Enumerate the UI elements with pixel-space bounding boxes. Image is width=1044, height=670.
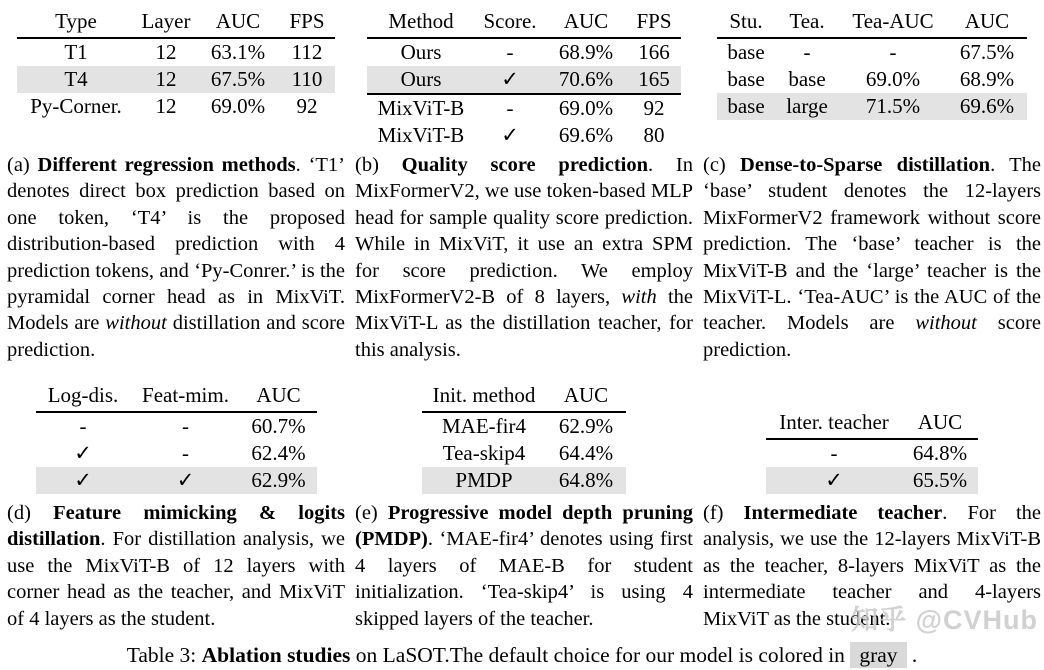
subtable-e-caption <box>352 500 696 636</box>
table-cell: 64.8% <box>558 467 614 492</box>
caption-text: . <box>906 643 918 667</box>
column-header: AUC <box>241 382 317 412</box>
caption-text: (b) <box>355 154 402 176</box>
caption-text: score prediction. <box>703 312 1041 361</box>
subtable-f-cell <box>698 409 1044 494</box>
subtable-d <box>36 382 317 494</box>
caption-bold-text: Progressive model depth pruning (PMDP) <box>355 502 693 551</box>
table-cell: 110 <box>291 67 323 92</box>
header-row <box>422 382 626 412</box>
caption-text: . ‘T1’ denotes direct box prediction based on one token, ‘T4’ is the proposed distribution-based prediction with 4 prediction tokens, and ‘Py-Conrer.’ is the pyramidal corner head as in MixViT. Models are <box>7 154 345 335</box>
checkmark-icon: ✓ <box>825 467 843 492</box>
table-cell: 62.4% <box>251 440 306 465</box>
column-header: AUC <box>545 8 627 38</box>
header-row <box>36 382 317 412</box>
table-cell: 68.9% <box>558 40 614 65</box>
table-cell: 165 <box>638 67 670 92</box>
checkmark-icon: ✓ <box>74 467 92 492</box>
column-header: FPS <box>279 8 335 38</box>
table-row <box>17 93 335 120</box>
caption-text: . For the analysis, we use the 12-layers MixViT-B as the teacher, 8-layers MixViT as the intermediate teacher and 4-layers MixViT as the student. <box>703 502 1041 630</box>
table-row <box>766 439 978 467</box>
checkmark-icon: ✓ <box>176 467 195 492</box>
subtable-f <box>766 409 978 494</box>
table-cell: T1 <box>64 40 88 65</box>
subtables-top-row <box>2 8 1042 146</box>
table-cell: - <box>182 440 189 465</box>
table-row <box>422 440 626 467</box>
column-header: Inter. teacher <box>766 409 902 439</box>
column-header: AUC <box>197 8 279 38</box>
caption-text: (e) <box>355 502 388 524</box>
table-cell: 67.5% <box>210 67 266 92</box>
table-3-caption <box>2 640 1042 670</box>
caption-text: . For distillation analysis, we use the MixViT-B of 12 layers with corner head as the teacher, and MixViT of 4 layers as the student. <box>7 528 345 630</box>
table-cell: 60.7% <box>251 413 306 438</box>
caption-bold-text: Intermediate teacher <box>743 502 943 524</box>
watermark: 知乎 @CVHub <box>851 605 1038 635</box>
subtable-e-cell <box>350 382 698 494</box>
subtable-a-caption <box>4 152 348 370</box>
column-header: AUC <box>546 382 626 412</box>
subtables-bottom-row <box>2 376 1042 494</box>
subtable-b <box>367 8 681 149</box>
table-cell: 62.9% <box>558 413 614 438</box>
column-header: Tea. <box>775 8 839 38</box>
header-row <box>717 8 1027 38</box>
caption-text: (f) <box>703 502 744 524</box>
table-cell: base <box>788 67 826 92</box>
column-header: Type <box>17 8 135 38</box>
subtable-c-caption <box>700 152 1044 370</box>
caption-text: (d) <box>7 502 54 524</box>
table-cell: 69.6% <box>558 123 614 148</box>
column-header: Init. method <box>422 382 546 412</box>
table-cell: Ours <box>400 67 442 92</box>
subtable-c-cell <box>698 8 1044 120</box>
subtable-b-cell <box>350 8 698 149</box>
subtable-b-caption <box>352 152 696 370</box>
table-row <box>422 412 626 440</box>
column-header: AUC <box>902 409 978 439</box>
table-cell: - <box>803 40 811 65</box>
table-cell: - <box>475 94 545 122</box>
caption-bold-text: Ablation studies <box>201 643 351 667</box>
table-cell: 80 <box>643 123 665 148</box>
table-cell: 67.5% <box>959 40 1015 65</box>
captions-top-row <box>2 152 1042 370</box>
checkmark-icon: ✓ <box>501 67 519 92</box>
table-cell: 71.5% <box>865 94 921 119</box>
column-header: AUC <box>947 8 1027 38</box>
table-row <box>367 94 681 122</box>
table-cell: 69.0% <box>545 94 627 122</box>
table-cell: 64.4% <box>558 440 614 465</box>
table-cell: - <box>506 40 514 65</box>
column-header: Log-dis. <box>36 382 131 412</box>
caption-bold-text: Quality score prediction <box>401 154 649 176</box>
table-cell: 70.6% <box>558 67 614 92</box>
table-row <box>17 38 335 66</box>
table-row <box>36 440 317 467</box>
table-cell: 68.9% <box>959 67 1015 92</box>
table-cell: - <box>182 413 189 438</box>
column-header: Score. <box>475 8 545 38</box>
caption-text: . In MixFormerV2, we use token-based MLP head for sample quality score prediction. While in MixViT, it use an extra SPM for score prediction. We employ MixFormerV2-B of 8 layers, <box>355 154 693 309</box>
table-cell: 63.1% <box>210 40 266 65</box>
header-row <box>367 8 681 38</box>
subtable-f-caption <box>700 500 1044 636</box>
column-header: Tea-AUC <box>839 8 947 38</box>
table-cell: MAE-fir4 <box>442 413 526 438</box>
header-row <box>766 409 978 439</box>
table-row-highlighted <box>766 467 978 494</box>
caption-text: . The ‘base’ student denotes the 12-layers MixFormerV2 framework without score prediction. The ‘base’ teacher is the MixViT-B and the ‘large’ teacher is the MixViT-L. ‘Tea-AUC’ is the AUC of the teacher. Models are <box>703 154 1041 335</box>
checkmark-icon: ✓ <box>74 440 92 465</box>
header-row <box>17 8 335 38</box>
table-cell: 69.6% <box>959 94 1015 119</box>
table-cell: base <box>727 40 765 65</box>
column-header: FPS <box>627 8 681 38</box>
caption-italic-text: without <box>915 312 977 335</box>
table-row <box>367 122 681 149</box>
table-cell: 65.5% <box>912 467 968 492</box>
table-cell: 12 <box>155 67 177 92</box>
table-cell: 92 <box>627 94 681 122</box>
table-cell: MixViT-B <box>377 123 465 148</box>
caption-text: (c) <box>703 154 741 176</box>
table-cell: 69.0% <box>210 94 266 119</box>
table-row-highlighted <box>17 66 335 93</box>
table-cell: 62.9% <box>251 467 306 492</box>
table-cell: 69.0% <box>865 67 921 92</box>
column-header: Stu. <box>717 8 775 38</box>
subtable-c <box>717 8 1027 120</box>
table-cell: base <box>727 94 765 119</box>
captions-bottom-row <box>2 500 1042 636</box>
caption-text: the MixViT-L as the distillation teacher, for this analysis. <box>355 286 693 361</box>
checkmark-icon: ✓ <box>501 123 519 148</box>
table-cell: 12 <box>155 40 177 65</box>
caption-text: . ‘MAE-fir4’ denotes using first 4 layers of MAE-B for student initialization. ‘Tea-skip4’ is using 4 skipped layers of the teacher. <box>355 528 693 630</box>
caption-bold-text: Dense-to-Sparse distillation <box>740 154 991 176</box>
table-cell: - <box>889 40 897 65</box>
table-cell: T4 <box>64 67 88 92</box>
table-cell: - <box>830 440 838 465</box>
caption-text: on LaSOT.The default choice for our model is colored in <box>350 643 851 667</box>
caption-bold-text: Different regression methods <box>37 154 296 176</box>
caption-italic-text: with <box>621 286 657 309</box>
table-row-highlighted <box>367 66 681 94</box>
subtable-d-cell <box>2 382 350 494</box>
table-cell: Tea-skip4 <box>442 440 526 465</box>
table-cell: 112 <box>291 40 323 65</box>
caption-bold-text: Feature mimicking & logits distillation <box>7 502 345 551</box>
subtable-d-caption <box>4 500 348 636</box>
caption-text: Table 3: <box>126 643 202 667</box>
table-cell: 92 <box>296 94 318 119</box>
table-cell: 12 <box>155 94 177 119</box>
table-row-highlighted <box>422 467 626 494</box>
table-cell: PMDP <box>455 467 513 492</box>
table-cell: large <box>786 94 828 119</box>
subtable-a-cell <box>2 8 350 120</box>
table-row-highlighted <box>717 93 1027 120</box>
table-row <box>367 38 681 66</box>
column-header: Feat-mim. <box>131 382 241 412</box>
caption-italic-text: without <box>105 312 167 335</box>
table-cell: 166 <box>638 40 670 65</box>
table-cell: Ours <box>400 40 442 65</box>
gray-highlight-chip: gray <box>850 642 906 668</box>
table-cell: Py-Corner. <box>30 94 122 119</box>
caption-text: distillation and score prediction. <box>7 312 346 361</box>
subtable-e <box>422 382 626 494</box>
table-cell: 64.8% <box>912 440 968 465</box>
column-header: Layer <box>135 8 197 38</box>
table-row <box>36 412 317 440</box>
caption-text: (a) <box>7 154 38 176</box>
column-header: Method <box>367 8 475 38</box>
table-cell: MixViT-B <box>367 94 475 122</box>
table-row-highlighted <box>36 467 317 494</box>
table-row <box>717 66 1027 93</box>
table-cell: base <box>727 67 765 92</box>
table-cell: - <box>79 413 87 438</box>
subtable-a <box>17 8 335 120</box>
table-row <box>717 38 1027 66</box>
